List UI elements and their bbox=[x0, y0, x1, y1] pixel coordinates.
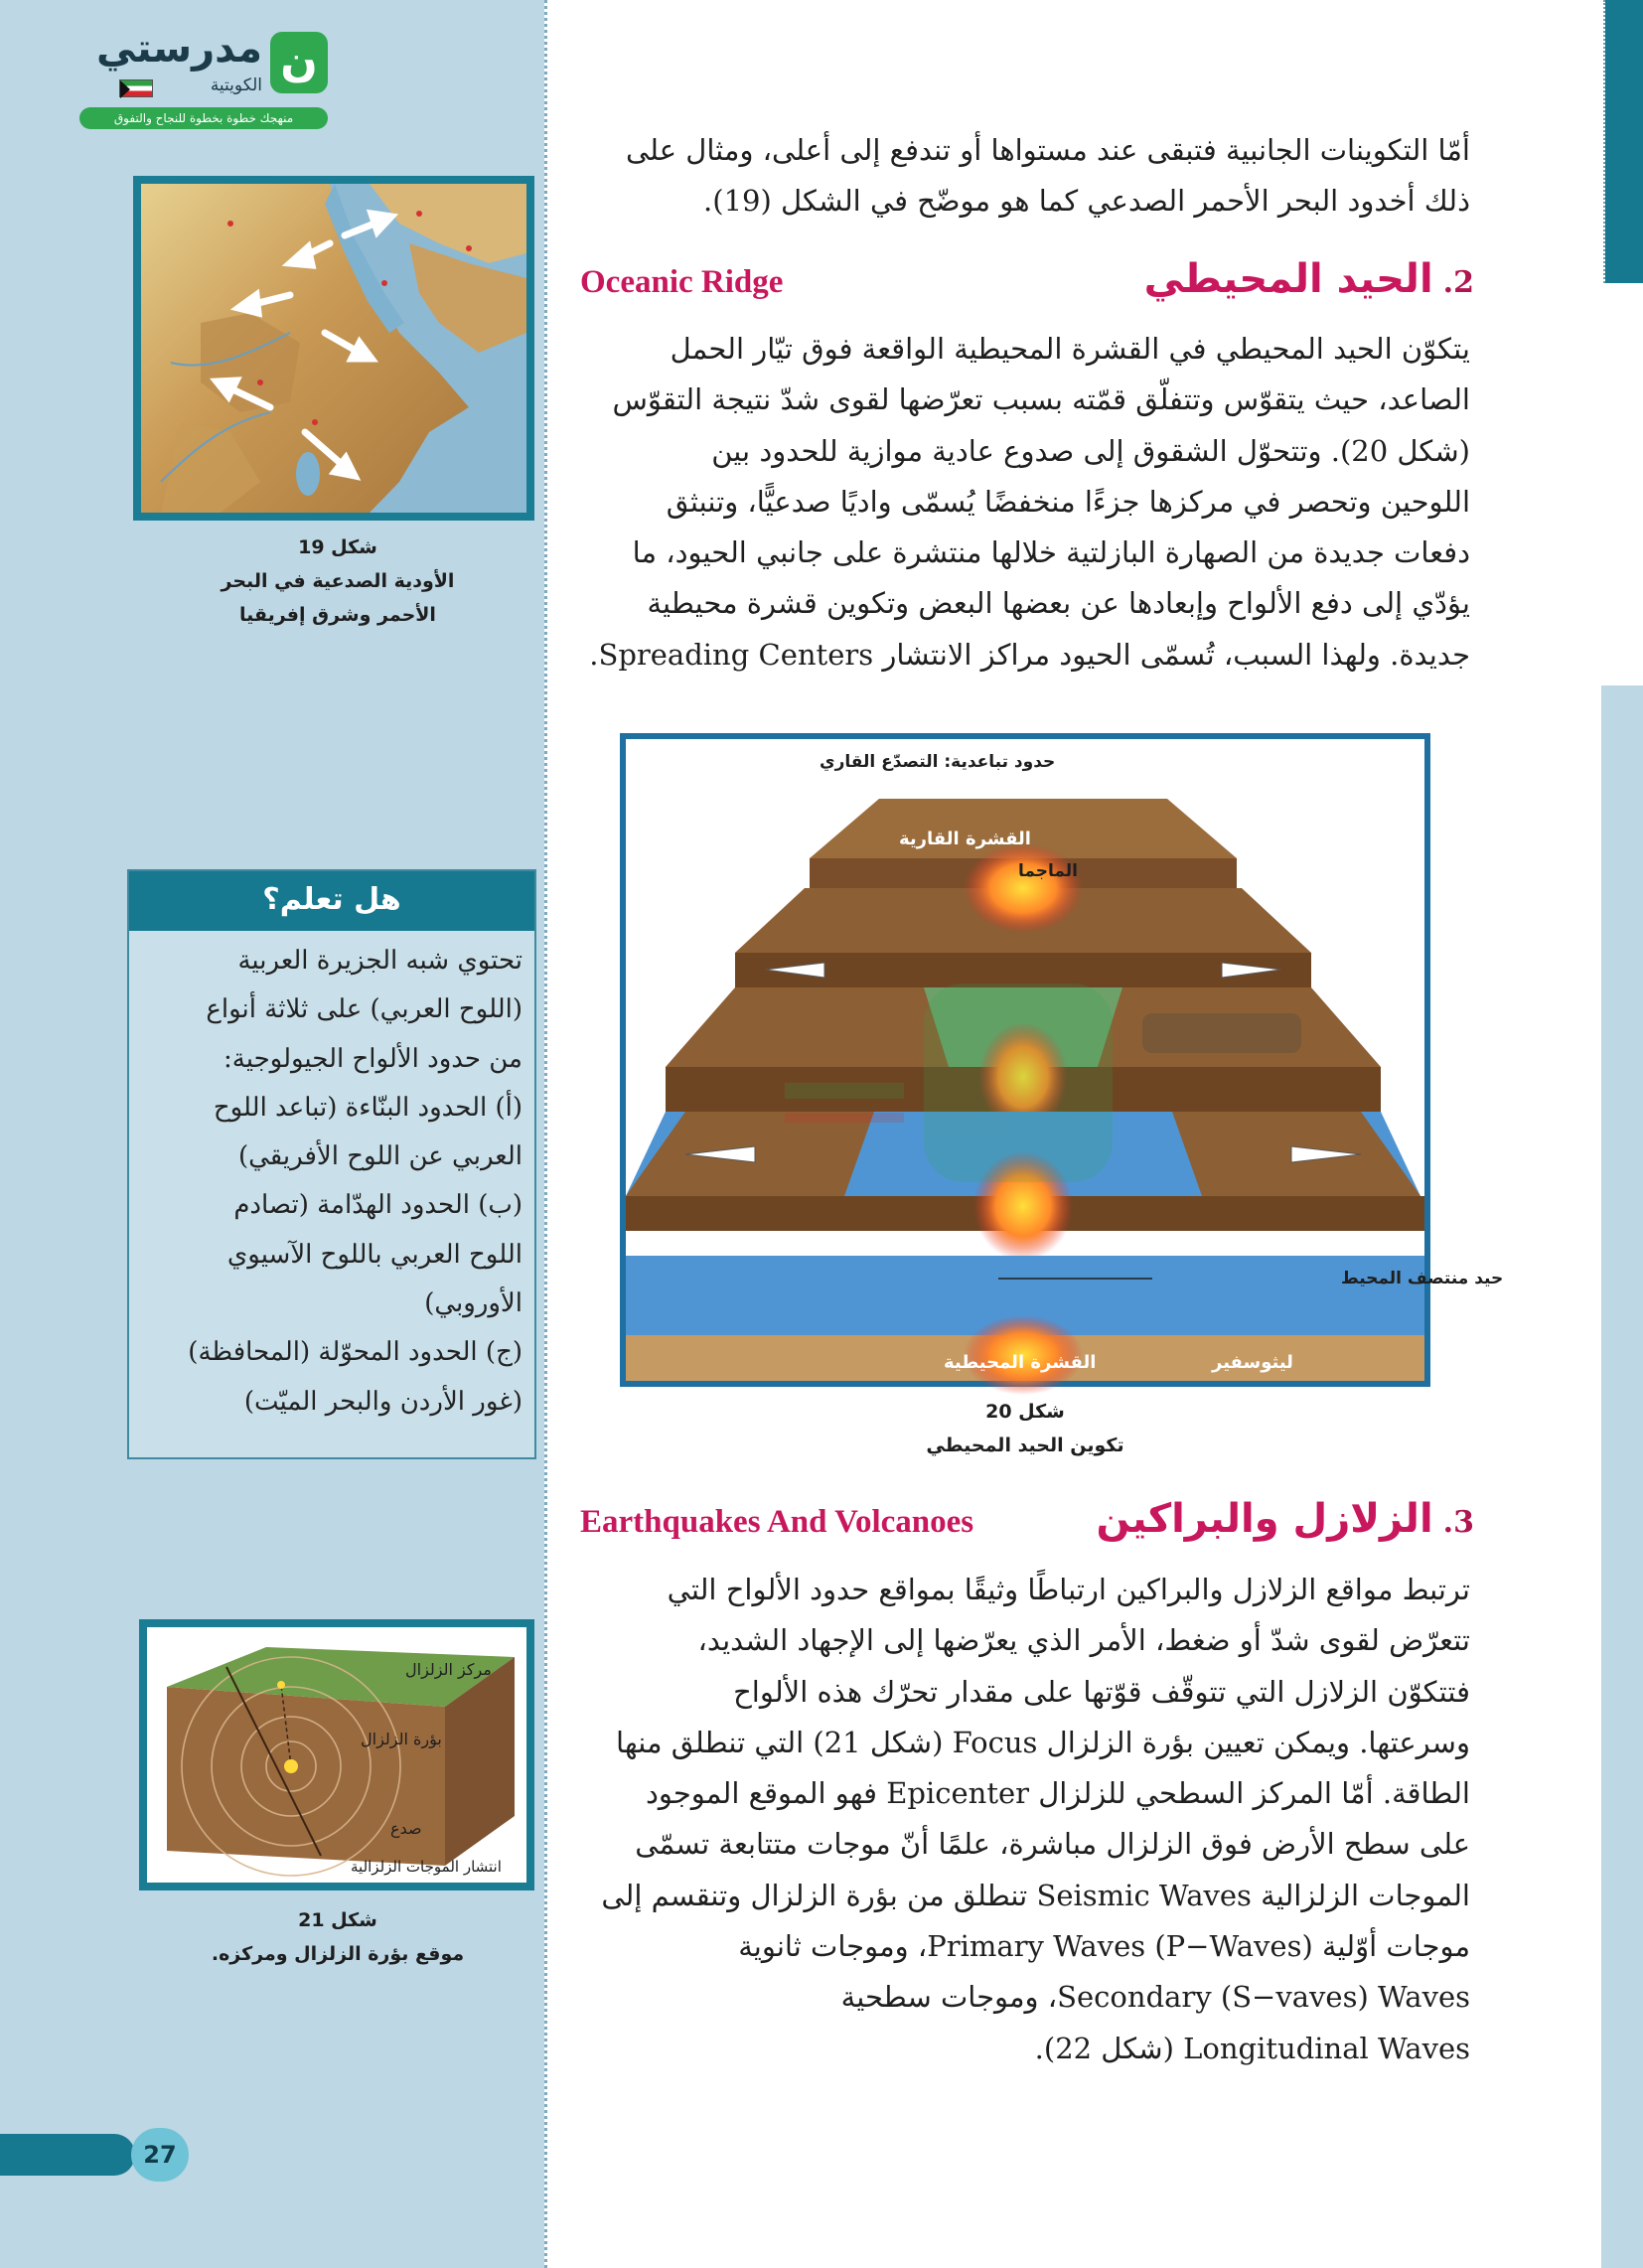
focus-label: بؤرة الزلزال bbox=[361, 1730, 442, 1748]
paragraph-line: Secondary (S−vaves) Waves، وموجات سطحية bbox=[840, 1980, 1470, 2015]
did-you-know-line: (أ) الحدود البنّاءة (تباعد اللوح bbox=[213, 1092, 523, 1123]
paragraph-line: (شكل 20). وتتحوّل الشقوق إلى صدوع عادية موازية للحدود بين bbox=[711, 433, 1470, 468]
earthquake-block-icon bbox=[147, 1627, 526, 1883]
did-you-know-line: اللوح العربي باللوح الآسيوي bbox=[226, 1239, 523, 1270]
figure21-caption bbox=[149, 1903, 526, 1971]
section2-title-ar bbox=[1144, 256, 1474, 302]
section3-number: 3. bbox=[1442, 1505, 1474, 1540]
rift-valley-map-icon bbox=[141, 184, 526, 513]
page-number: 27 bbox=[131, 2128, 189, 2182]
figure19-map bbox=[133, 176, 534, 521]
paragraph-line: ذلك أخدود البحر الأحمر الصدعي كما هو موضّح في الشكل (19). bbox=[703, 184, 1470, 219]
did-you-know-line: العربي عن اللوح الأفريقي) bbox=[237, 1141, 523, 1172]
page-number-bar bbox=[0, 2134, 135, 2176]
paragraph-line: دفعات جديدة من الصهارة البازلتية خلالها منتشرة على جانبي الحيود، ما bbox=[632, 535, 1470, 570]
section3-heading bbox=[580, 1496, 1474, 1556]
logo-mark-icon: ن bbox=[270, 32, 328, 93]
did-you-know-line: من حدود الألواح الجيولوجية: bbox=[224, 1043, 523, 1074]
continental-crust-label: القشرة القارية bbox=[899, 829, 1031, 849]
did-you-know-body bbox=[129, 931, 534, 1427]
paragraph-line: جديدة. ولهذا السبب، تُسمّى الحيود مراكز الانتشار Spreading Centers. bbox=[589, 637, 1470, 672]
intro-paragraph bbox=[588, 125, 1470, 227]
mid-ocean-ridge-label: حيد منتصف المحيط bbox=[1341, 1269, 1504, 1288]
section3-title-ar bbox=[1097, 1496, 1475, 1542]
figure20-caption-text: تكوين الحيد المحيطي bbox=[926, 1435, 1124, 1456]
did-you-know-line: (غور الأردن والبحر الميّت) bbox=[243, 1386, 523, 1417]
figure20-ridge-diagram bbox=[620, 733, 1504, 1387]
right-margin-strip bbox=[1601, 685, 1643, 2268]
did-you-know-line: (ج) الحدود المحوّلة (المحافظة) bbox=[188, 1337, 523, 1368]
figure19-caption bbox=[149, 530, 526, 632]
section2-number: 2. bbox=[1442, 265, 1474, 300]
did-you-know-line: (ب) الحدود الهدّامة (تصادم bbox=[233, 1190, 523, 1221]
did-you-know-line: تحتوي شبه الجزيرة العربية bbox=[237, 946, 523, 976]
fault-label: صدع bbox=[390, 1819, 422, 1838]
did-you-know-title: هل تعلم؟ bbox=[129, 871, 534, 931]
paragraph-line: اللوحين وتحصر في مركزها جزءًا منخفضًا يُسمّى واديًا صدعيًّا، وتنبثق bbox=[666, 484, 1470, 519]
sidebar-divider bbox=[544, 0, 547, 2268]
figure21-earthquake-diagram bbox=[139, 1619, 534, 1890]
logo-tagline: منهجك خطوة بخطوة للنجاح والتفوق bbox=[79, 107, 328, 129]
chapter-tab bbox=[1605, 0, 1643, 283]
section2-heading bbox=[580, 256, 1474, 316]
figure21-number: شكل 21 bbox=[298, 1909, 377, 1931]
paragraph-line: الموجات الزلزالية Seismic Waves تنطلق من بؤرة الزلزال وتنقسم إلى bbox=[601, 1878, 1470, 1912]
figure19-number: شكل 19 bbox=[298, 536, 377, 558]
section3-title-text: الزلازل والبراكين bbox=[1096, 1496, 1433, 1542]
paragraph-line: موجات أوّلية (Primary Waves (P−Waves، وموجات ثانوية bbox=[738, 1929, 1470, 1964]
paragraph-line: ترتبط مواقع الزلازل والبراكين ارتباطًا وثيقًا بمواقع حدود الألواح التي bbox=[667, 1573, 1470, 1606]
paragraph-line: يتكوّن الحيد المحيطي في القشرة المحيطية الواقعة فوق تيّار الحمل bbox=[670, 332, 1470, 366]
paragraph-line: الطاقة. أمّا المركز السطحي للزلزال Epicenter فهو الموقع الموجود bbox=[645, 1776, 1470, 1811]
section3-title-en: Earthquakes And Volcanoes bbox=[580, 1504, 974, 1540]
divergent-boundary-label: حدود تباعدية: التصدّع القاري bbox=[820, 752, 1056, 772]
paragraph-line: فتتكوّن الزلازل التي تتوقّف قوّتها على مقدار تحرّك هذه الألواح bbox=[733, 1674, 1470, 1709]
paragraph-line: تتعرّض لقوى شدّ أو ضغط، الأمر الذي يعرّضها إلى الإجهاد الشديد، bbox=[697, 1623, 1470, 1658]
logo-name: مدرستي bbox=[95, 26, 262, 72]
figure21-caption-text: موقع بؤرة الزلزال ومركزه. bbox=[211, 1943, 465, 1965]
paragraph-line: Longitudinal Waves (شكل 22). bbox=[1034, 2031, 1470, 2065]
figure19-caption-line: الأودية الصدعية في البحر bbox=[221, 570, 455, 592]
paragraph-line: الصاعد، حيث يتقوّس وتتفلّق قمّته بسبب تعرّضها لقوى شدّ نتيجة التقوّس bbox=[612, 382, 1470, 417]
lithosphere-label: ليثوسفير bbox=[1212, 1352, 1293, 1373]
paragraph-line: يؤدّي إلى دفع الألواح وإبعادها عن بعضها البعض وتكوين قشرة محيطية bbox=[647, 586, 1470, 621]
paragraph-line: أمّا التكوينات الجانبية فتبقى عند مستواها أو تندفع إلى أعلى، ومثال على bbox=[625, 133, 1470, 167]
oceanic-ridge-stages-icon bbox=[626, 739, 1504, 1381]
figure20-caption bbox=[826, 1395, 1224, 1462]
section2-title-en: Oceanic Ridge bbox=[580, 264, 784, 300]
logo-subtitle: الكويتية bbox=[210, 76, 262, 95]
kuwait-flag-icon bbox=[119, 79, 153, 97]
did-you-know-line: الأوروبي) bbox=[424, 1288, 523, 1319]
section2-title-text: الحيد المحيطي bbox=[1143, 256, 1433, 302]
publisher-logo bbox=[79, 26, 328, 133]
paragraph-line: على سطح الأرض فوق الزلزال مباشرة، علمًا أنّ موجات متتابعة تسمّى bbox=[635, 1827, 1470, 1862]
did-you-know-box bbox=[127, 869, 536, 1459]
waves-label: انتشار الموجات الزلزالية bbox=[351, 1858, 502, 1876]
epicenter-label: مركز الزلزال bbox=[405, 1660, 492, 1679]
did-you-know-line: (اللوح العربي) على ثلاثة أنواع bbox=[206, 994, 523, 1025]
section2-paragraph bbox=[588, 324, 1470, 680]
figure19-caption-line: الأحمر وشرق إفريقيا bbox=[239, 604, 436, 626]
oceanic-crust-label: القشرة المحيطية bbox=[944, 1352, 1097, 1373]
magma-label: الماجما bbox=[1017, 861, 1079, 881]
paragraph-line: وسرعتها. ويمكن تعيين بؤرة الزلزال Focus (شكل 21) التي تنطلق منها bbox=[616, 1725, 1470, 1759]
figure20-number: شكل 20 bbox=[985, 1401, 1065, 1423]
chapter-tab-divider bbox=[1603, 0, 1605, 283]
section3-paragraph bbox=[588, 1565, 1470, 2074]
